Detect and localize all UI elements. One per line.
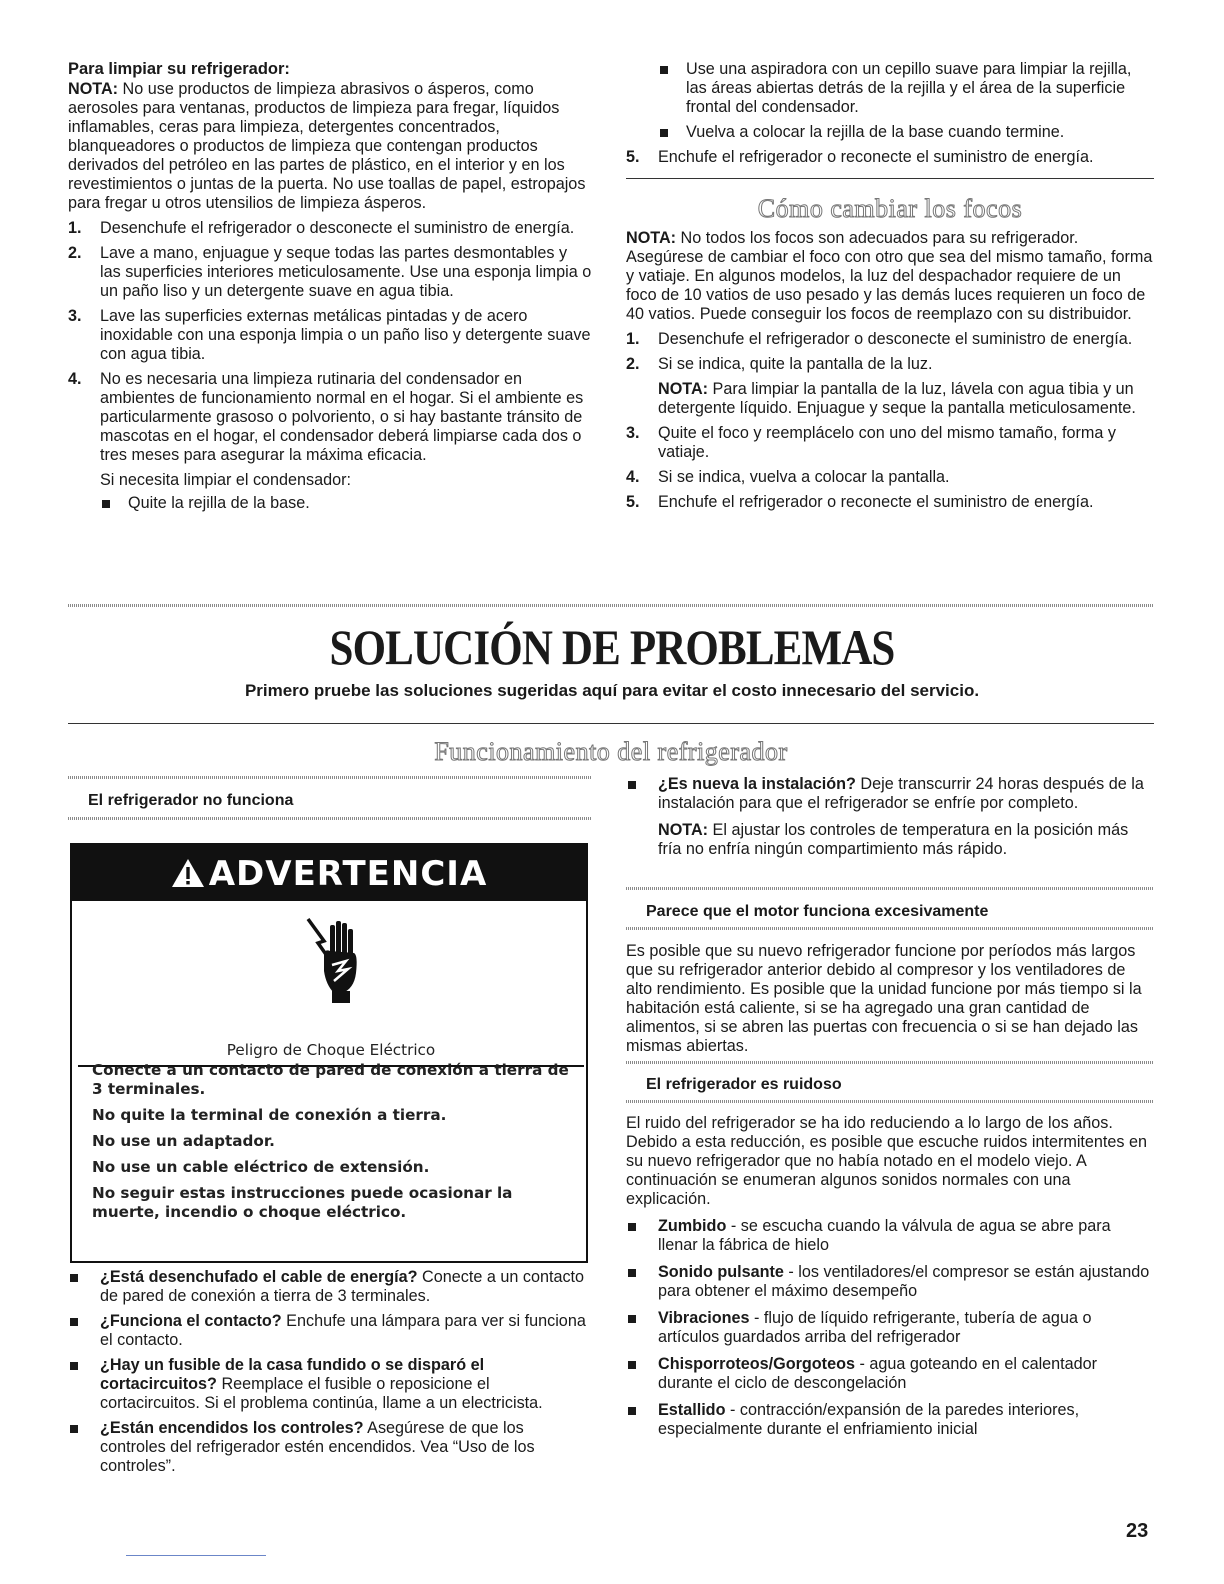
list-item: 2. Si se indica, quite la pantalla de la luz. bbox=[626, 355, 933, 373]
list-item: Sonido pulsante - los ventiladores/el compresor se están ajustando para obtener el máximo desempeño bbox=[626, 1263, 1154, 1301]
list-item: 5. Enchufe el refrigerador o reconecte el suministro de energía. bbox=[626, 493, 1094, 511]
list-item: Use una aspiradora con un cepillo suave para limpiar la rejilla, las áreas abiertas detrás de la rejilla y el área de la superficie frontal del condensador. bbox=[658, 60, 1154, 117]
dotted-divider bbox=[626, 927, 1154, 930]
motor-text: Es posible que su nuevo refrigerador funcione por períodos más largos que su refrigerador anterior debido al compresor y los ventiladores de alto rendimiento. Es posible que la unidad funcione por más tiempo si la habitación está caliente, si se ha agregado una gran cantidad de alimentos, si se abren las puertas con frecuencia o si se han dejado las mismas abiertas. bbox=[626, 942, 1142, 1055]
warning-triangle-icon bbox=[171, 858, 205, 888]
bulbs-step2-note: NOTA: Para limpiar la pantalla de la luz, lávela con agua tibia y un detergente líquido. Enjuague y seque la pantalla meticulosamente. bbox=[658, 380, 1136, 417]
condenser-intro: Si necesita limpiar el condensador: bbox=[100, 471, 352, 489]
cleaning-note: NOTA: No use productos de limpieza abrasivos o ásperos, como aerosoles para ventanas, productos de limpieza para fregar, líquidos inflamables, ceras para limpieza, detergentes concentrados, blanqueadores o productos de limpieza que contengan productos derivados del petróleo en las partes de plástico, en el interior y en los revestimientos o juntas de la puerta. No use toallas de papel, estropajos para fregar u otros utensilios de limpieza ásperos. bbox=[68, 80, 586, 212]
list-item: 3. Quite el foco y reemplácelo con uno del mismo tamaño, forma y vatiaje. bbox=[626, 424, 1116, 461]
list-item: 4. Si se indica, vuelva a colocar la pantalla. bbox=[626, 468, 950, 486]
dotted-divider bbox=[68, 604, 1154, 607]
electric-shock-hand-icon bbox=[302, 915, 366, 1007]
warning-lines: Conecte a un contacto de pared de conexión a tierra de 3 terminales. No quite la terminal de conexión a tierra. No use un adaptador. No use un cable eléctrico de extensión. No seguir estas instrucciones puede ocasionar la muerte, incendio o choque eléctrico. bbox=[92, 1061, 569, 1221]
motor-heading: Parece que el motor funciona excesivamente bbox=[646, 903, 989, 920]
divider bbox=[68, 723, 1154, 724]
new-install bbox=[626, 775, 1154, 859]
install-note: NOTA: El ajustar los controles de temperatura en la posición más fría no enfría ningún compartimiento más rápido. bbox=[658, 821, 1129, 858]
list-item: Estallido - contracción/expansión de la paredes interiores, especialmente durante el enfriamiento inicial bbox=[626, 1401, 1154, 1439]
bulbs-title: Cómo cambiar los focos bbox=[757, 194, 1023, 223]
list-item: Quite la rejilla de la base. bbox=[100, 494, 592, 513]
list-item: ¿Hay un fusible de la casa fundido o se disparó el cortacircuitos? Reemplace el fusible o reposicione el cortacircuitos. Si el problema continúa, llame a un electricista. bbox=[68, 1356, 592, 1413]
dotted-divider bbox=[68, 776, 592, 779]
list-item: Vibraciones - flujo de líquido refrigerante, tubería de agua o artículos guardados arriba del refrigerador bbox=[626, 1309, 1154, 1347]
not-working-questions bbox=[68, 1268, 592, 1476]
list-item: ¿Funciona el contacto? Enchufe una lámpara para ver si funciona el contacto. bbox=[68, 1312, 592, 1350]
cleaning-continued bbox=[626, 60, 1154, 167]
list-item: 5. Enchufe el refrigerador o reconecte el suministro de energía. bbox=[626, 148, 1094, 166]
hazard-label: Peligro de Choque Eléctrico bbox=[226, 1041, 436, 1059]
dotted-divider bbox=[68, 817, 592, 820]
not-working-heading: El refrigerador no funciona bbox=[88, 792, 294, 809]
list-item: ¿Es nueva la instalación? Deje transcurrir 24 horas después de la instalación para que el refrigerador se enfríe por completo. bbox=[626, 775, 1154, 813]
footer-line bbox=[126, 1555, 266, 1556]
cleaning-section bbox=[68, 60, 592, 513]
section-title: Funcionamiento del refrigerador bbox=[434, 737, 788, 766]
list-item: Zumbido - se escucha cuando la válvula de agua se abre para llenar la fábrica de hielo bbox=[626, 1217, 1154, 1255]
list-item: 1. Desenchufe el refrigerador o desconecte el suministro de energía. bbox=[68, 219, 575, 237]
dotted-divider bbox=[626, 887, 1154, 890]
bulbs-note: NOTA: No todos los focos son adecuados para su refrigerador. Asegúrese de cambiar el foco con otro que sea del mismo tamaño, forma y vatiaje. En algunos modelos, la luz del despachador requiere de un foco de 10 vatios de uso pesado y las demás luces requieren un foco de 40 vatios. Puede conseguir los focos de reemplazo con su distribuidor. bbox=[626, 229, 1153, 323]
noisy-heading: El refrigerador es ruidoso bbox=[646, 1076, 842, 1093]
list-item: 4. No es necesaria una limpieza rutinaria del condensador en ambientes de funcionamiento normal en el hogar. Si el ambiente es particularmente grasoso o polvoriento, o si hay bastante tránsito de mascotas en el hogar, el condensador deberá limpiarse cada dos o tres meses para asegurar la máxima eficacia. bbox=[68, 370, 584, 464]
bulbs-section bbox=[626, 229, 1154, 512]
cleaning-title: Para limpiar su refrigerador: bbox=[68, 60, 290, 78]
page-number: 23 bbox=[1126, 1520, 1149, 1542]
dotted-divider bbox=[626, 1100, 1154, 1103]
noisy-section: El ruido del refrigerador se ha ido reduciendo a lo largo de los años. Debido a esta reducción, es posible que escuche ruidos intermitentes en su nuevo refrigerador que no había notado en el modelo viejo. A continuación se enumeran algunos sonidos normales con una explicación. Zumbido - se escucha cuando la válvula de agua se abre para llenar la fábrica de hielo Sonido pulsante - los ventiladores/el compresor se están ajustando para obtener el máximo desempeño Vibraciones - flujo de líquido refrigerante, tubería de agua o artículos guardados arriba del refrigerador Chisporroteos/Gorgoteos - agua goteando en el calentador durante el ciclo de descongelación Estallido - contracción/expansión de la paredes interiores, especialmente durante el enfriamiento inicial bbox=[626, 1114, 1154, 1439]
list-item: ¿Están encendidos los controles? Asegúrese de que los controles del refrigerador estén encendidos. Vea “Uso de los controles”. bbox=[68, 1419, 592, 1476]
warning-box bbox=[70, 843, 588, 1263]
warning-header: ADVERTENCIA bbox=[72, 845, 586, 901]
list-item: 2. Lave a mano, enjuague y seque todas las partes desmontables y las superficies interiores meticulosamente. Use una esponja limpia o un paño liso y un detergente suave en agua tibia. bbox=[68, 244, 592, 300]
list-item: Vuelva a colocar la rejilla de la base cuando termine. bbox=[658, 123, 1154, 142]
page-subtitle: Primero pruebe las soluciones sugeridas aquí para evitar el costo innecesario del servicio. bbox=[244, 681, 980, 700]
divider bbox=[626, 178, 1154, 179]
list-item: Chisporroteos/Gorgoteos - agua goteando en el calentador durante el ciclo de descongelación bbox=[626, 1355, 1154, 1393]
page-title: SOLUCIÓN DE PROBLEMAS bbox=[329, 619, 895, 675]
list-item: 1. Desenchufe el refrigerador o desconecte el suministro de energía. bbox=[626, 330, 1133, 348]
dotted-divider bbox=[626, 1061, 1154, 1064]
list-item: ¿Está desenchufado el cable de energía? Conecte a un contacto de pared de conexión a tierra de 3 terminales. bbox=[68, 1268, 592, 1306]
list-item: 3. Lave las superficies externas metálicas pintadas y de acero inoxidable con una esponja limpia o un paño liso y detergente suave con agua tibia. bbox=[68, 307, 591, 363]
